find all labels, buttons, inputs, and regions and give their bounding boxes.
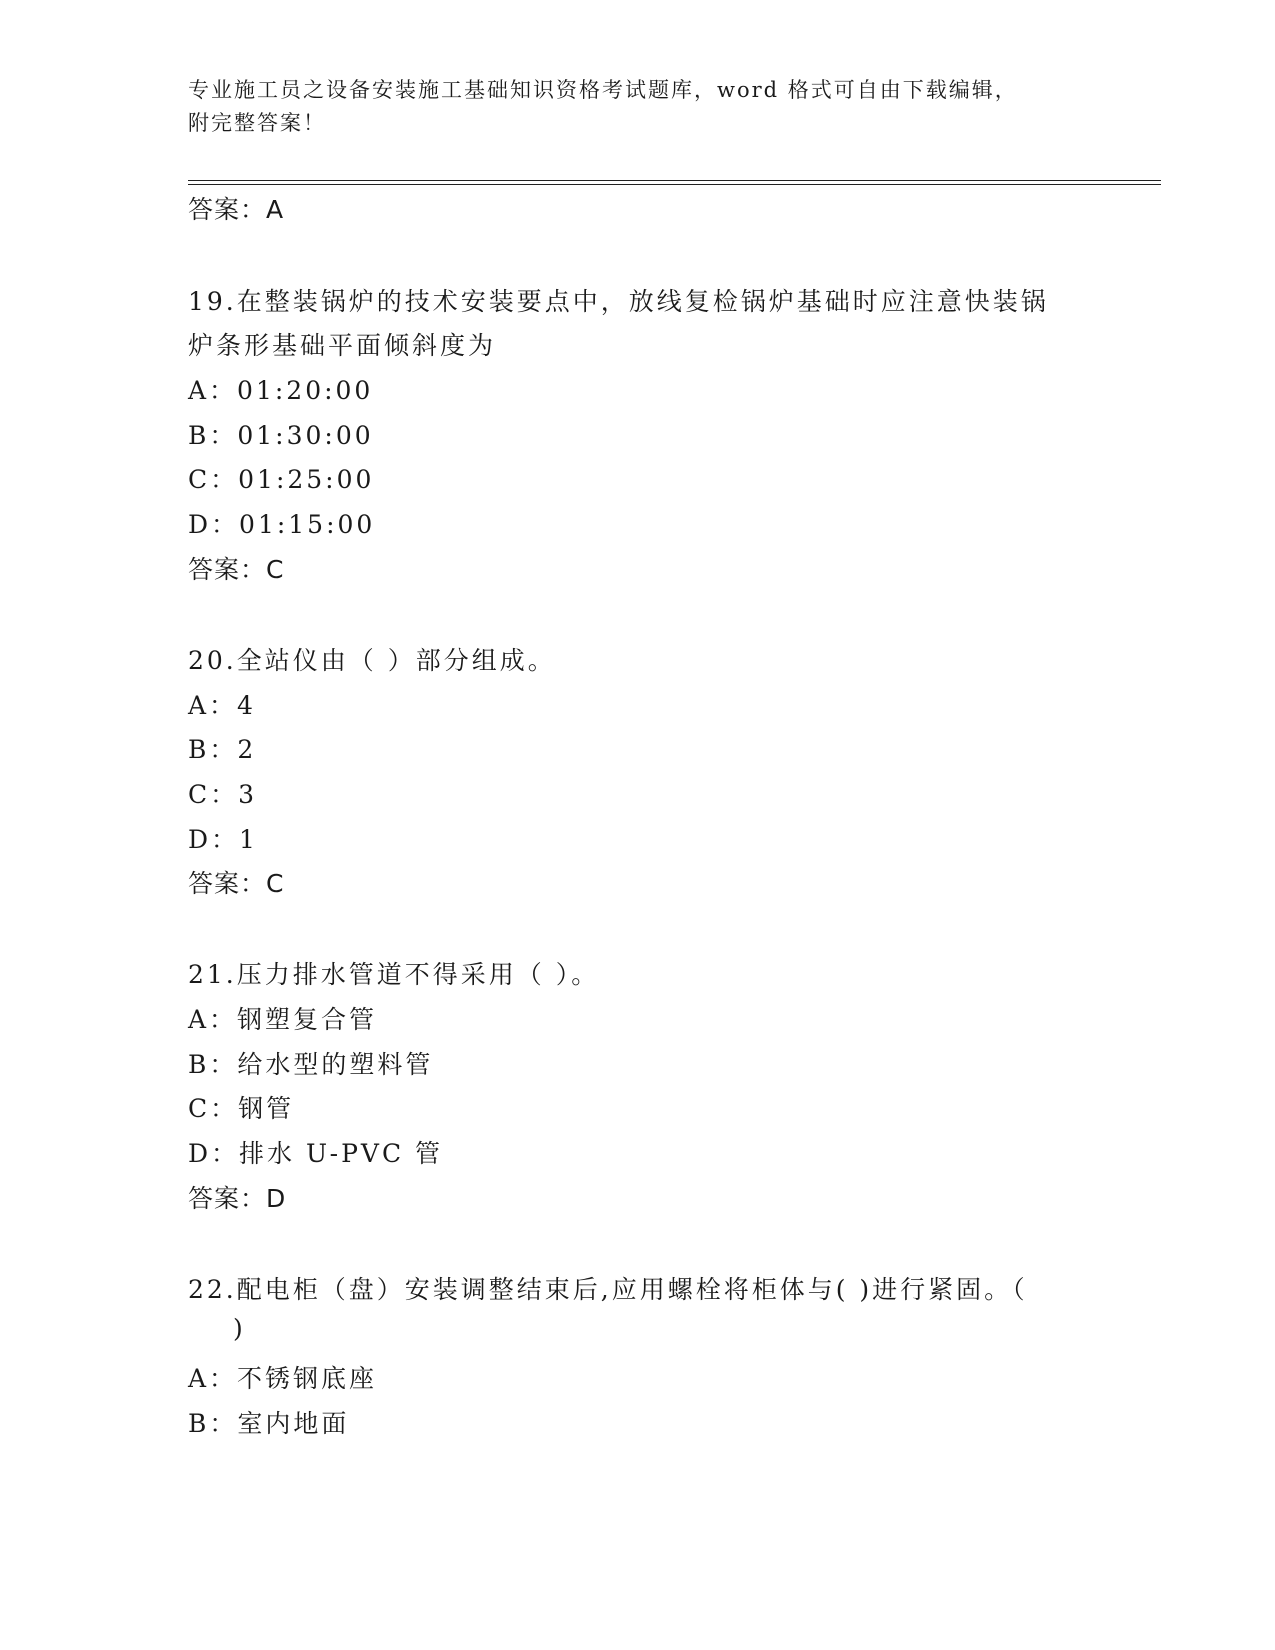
header-divider <box>188 180 1161 181</box>
question-21-stem: 21.压力排水管道不得采用（ ）。 <box>188 960 600 989</box>
question-22-stem: 22.配电柜（盘）安装调整结束后,应用螺栓将柜体与( )进行紧固。（ <box>188 1275 1028 1304</box>
question-19-option-c: C：01:25:00 <box>188 465 375 494</box>
answer-line: 答案：A <box>188 195 285 224</box>
question-19-stem-cont: 炉条形基础平面倾斜度为 <box>188 331 497 360</box>
question-20-option-c: C：3 <box>188 780 258 809</box>
question-19-answer: 答案：C <box>188 555 285 584</box>
question-21-option-b: B：给水型的塑料管 <box>188 1050 434 1079</box>
question-21-option-c: C：钢管 <box>188 1094 295 1123</box>
question-20-option-a: A：4 <box>188 691 256 720</box>
question-19-option-d: D：01:15:00 <box>188 510 376 539</box>
question-20-option-b: B：2 <box>188 735 257 764</box>
header-divider-double <box>188 184 1161 185</box>
question-22-option-b: B：室内地面 <box>188 1409 350 1438</box>
question-20-option-d: D：1 <box>188 825 258 854</box>
question-20-answer: 答案：C <box>188 869 285 898</box>
question-22-option-a: A：不锈钢底座 <box>188 1364 378 1393</box>
question-20-stem: 20.全站仪由（ ）部分组成。 <box>188 646 556 675</box>
question-21-option-a: A：钢塑复合管 <box>188 1005 378 1034</box>
question-21-answer: 答案：D <box>188 1184 287 1213</box>
document-header <box>188 74 1088 140</box>
question-19-option-a: A：01:20:00 <box>188 376 374 405</box>
question-19-option-b: B：01:30:00 <box>188 421 374 450</box>
question-22-stem-cont: ) <box>233 1314 246 1343</box>
question-21-option-d: D：排水 U-PVC 管 <box>188 1139 444 1168</box>
question-19-stem: 19.在整装锅炉的技术安装要点中，放线复检锅炉基础时应注意快装锅 <box>188 287 1049 316</box>
header-line-2: 附完整答案！ <box>188 111 326 135</box>
header-line-1: 专业施工员之设备安装施工基础知识资格考试题库，word 格式可自由下载编辑， <box>188 78 1018 102</box>
